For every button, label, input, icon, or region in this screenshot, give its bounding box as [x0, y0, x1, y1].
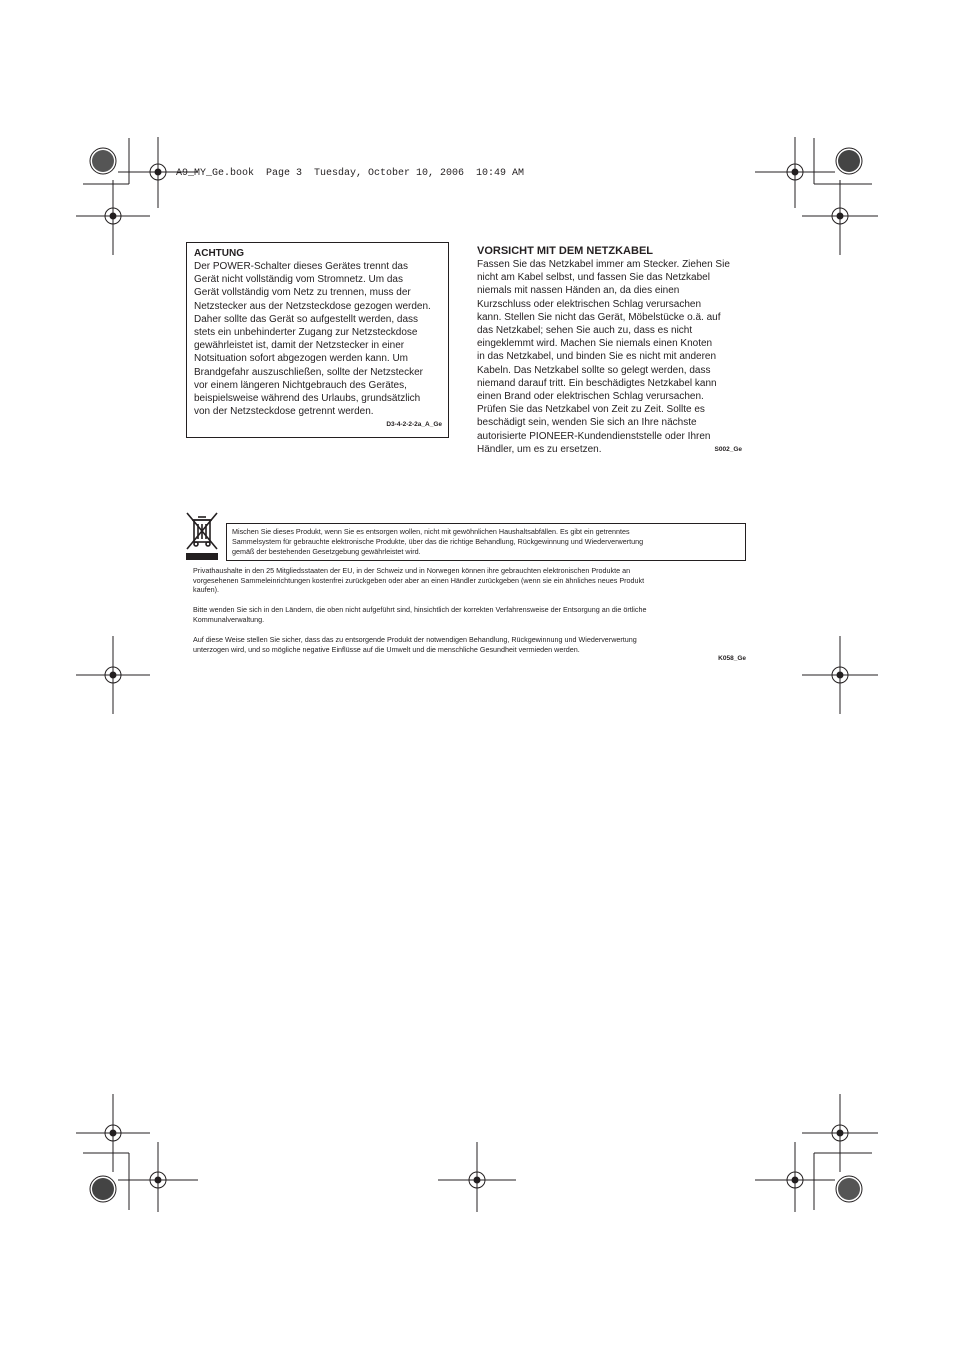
weee-paragraph-1 — [193, 566, 743, 595]
vorsicht-line: autorisierte PIONEER-Kundendienststelle oder Ihren — [477, 430, 711, 442]
weee-box-line: gemäß der bestehenden Gesetzgebung gewährleistet wird. — [232, 546, 421, 556]
vorsicht-line: einen Brand oder elektrischen Schlag verursachen. — [477, 391, 704, 403]
achtung-line: Netzstecker aus der Netzsteckdose gezogen werden. — [194, 300, 431, 312]
vorsicht-last-row — [477, 443, 745, 456]
achtung-title: ACHTUNG — [194, 248, 244, 259]
vorsicht-line: das Netzkabel; sehen Sie auch zu, dass es nicht — [477, 325, 693, 337]
vorsicht-line: Kabeln. Das Netzkabel sollte so gelegt werden, dass — [477, 364, 711, 376]
vorsicht-line: beschädigt sein, wenden Sie sich an Ihre nächste — [477, 417, 697, 429]
achtung-line: Gerät vollständig vom Netz zu trennen, muss der — [194, 287, 411, 299]
vorsicht-title: VORSICHT MIT DEM NETZKABEL — [477, 245, 653, 257]
weee-code: K058_Ge — [718, 655, 746, 662]
vorsicht-section — [477, 244, 745, 456]
weee-text-line: Kommunalverwaltung. — [193, 614, 265, 624]
weee-text-line: Auf diese Weise stellen Sie sicher, dass das zu entsorgende Produkt der notwendigen Behandlung, Rückgewinnung und Wiederverwertung — [193, 635, 637, 644]
vorsicht-line: niemals mit nassen Händen an, da dies einen — [477, 285, 680, 297]
vorsicht-body — [477, 258, 745, 456]
achtung-code: D3-4-2-2-2a_A_Ge — [386, 421, 442, 429]
vorsicht-line: nicht am Kabel selbst, und fassen Sie das Netzkabel — [477, 272, 710, 284]
weee-text-line: kaufen). — [193, 585, 219, 595]
file-header-line: A9_MY_Ge.book Page 3 Tuesday, October 10, 2006 10:49 AM — [176, 168, 525, 179]
achtung-line: gewährleistet ist, damit der Netzstecker in einer — [194, 340, 405, 352]
crossed-out-wheelie-bin-icon — [184, 510, 220, 562]
weee-text-line: Privathaushalte in den 25 Mitgliedsstaaten der EU, in der Schweiz und in Norwegen können ihre gebrauchten elektronischen Produkte an — [193, 566, 631, 575]
achtung-line: beispielsweise während des Urlaubs, grundsätzlich — [194, 393, 421, 405]
achtung-line: Der POWER-Schalter dieses Gerätes trennt das — [194, 261, 408, 272]
vorsicht-line: Prüfen Sie das Netzkabel von Zeit zu Zeit. Sollte es — [477, 404, 705, 416]
weee-text-line: Bitte wenden Sie sich in den Ländern, die oben nicht aufgeführt sind, hinsichtlich der korrekten Verfahrensweise der Entsorgung an die örtliche — [193, 605, 647, 614]
weee-text-line: vorgesehenen Sammeleinrichtungen kostenfrei zurückgeben oder aber an einen Händler zurückgeben (wenn sie ein ähnliches neues Produkt — [193, 575, 645, 585]
vorsicht-line: Fassen Sie das Netzkabel immer am Stecker. Ziehen Sie — [477, 259, 730, 270]
vorsicht-line: in das Netzkabel, und binden Sie es nicht mit anderen — [477, 351, 717, 363]
vorsicht-line: kann. Stellen Sie nicht das Gerät, Möbelstücke o.ä. auf — [477, 311, 721, 323]
achtung-line: von der Netzsteckdose getrennt werden. — [194, 406, 374, 418]
weee-text-line: unterzogen wird, und so mögliche negative Einflüsse auf die Umwelt und die menschliche Gesundheit vermieden werden. — [193, 644, 580, 654]
achtung-line: vor einem längeren Nichtgebrauch des Gerätes, — [194, 379, 407, 391]
vorsicht-code: S002_Ge — [714, 445, 742, 453]
weee-box-line: Sammelsystem für gebrauchte elektronische Produkte, über das die richtige Behandlung, Rückgewinnung und Wiederverwertung — [232, 536, 644, 546]
achtung-line: Gerät nicht vollständig vom Stromnetz. Um das — [194, 274, 403, 286]
achtung-line: Brandgefahr auszuschließen, sollte der Netzstecker — [194, 366, 424, 378]
weee-paragraph-2 — [193, 605, 743, 624]
achtung-line: Daher sollte das Gerät so aufgestellt werden, dass — [194, 313, 419, 325]
vorsicht-line: eingeklemmt wird. Machen Sie niemals einen Knoten — [477, 338, 713, 350]
achtung-line: Notsituation sofort abgezogen werden kann. Um — [194, 353, 409, 365]
achtung-notice-box — [186, 242, 449, 438]
achtung-line: stets ein unbehinderter Zugang zur Netzsteckdose — [194, 327, 418, 339]
weee-box-line: Mischen Sie dieses Produkt, wenn Sie es entsorgen wollen, nicht mit gewöhnlichen Haushaltsabfällen. Es gibt ein getrenntes — [232, 527, 630, 536]
achtung-body — [194, 260, 442, 418]
vorsicht-line: Händler, um es zu ersetzen. — [477, 443, 602, 455]
vorsicht-line: niemand darauf tritt. Ein beschädigtes Netzkabel kann — [477, 377, 717, 389]
vorsicht-line: Kurzschluss oder elektrischen Schlag verursachen — [477, 298, 701, 310]
weee-notice-box — [226, 523, 746, 561]
weee-paragraph-3 — [193, 635, 743, 654]
